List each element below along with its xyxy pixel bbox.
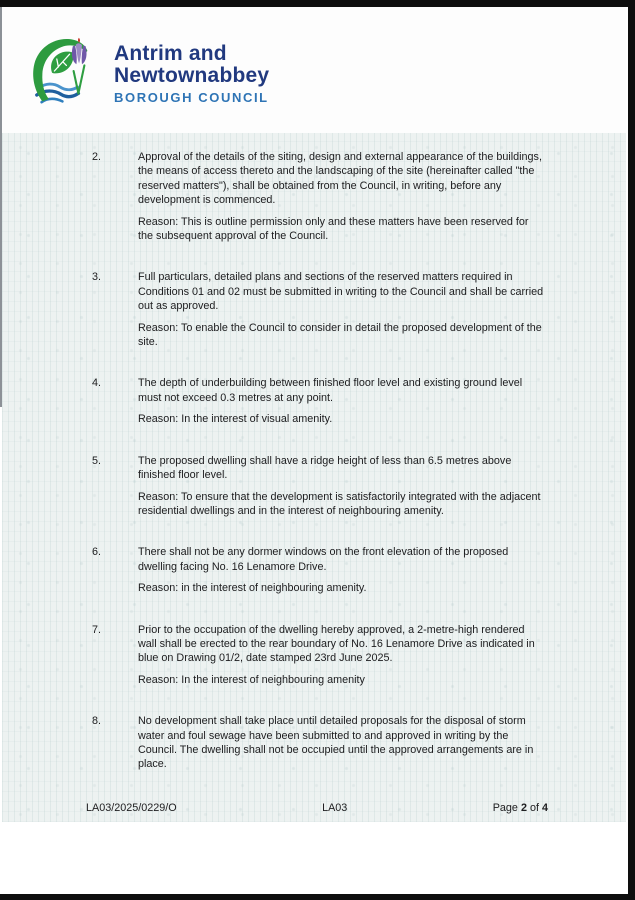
council-name-line3: BOROUGH COUNCIL xyxy=(114,90,269,105)
condition-item-4 xyxy=(92,376,626,426)
condition-reason: Reason: To enable the Council to consider in detail the proposed development of the site. xyxy=(138,321,542,349)
leaf-icon xyxy=(51,52,73,74)
page-number: 2 xyxy=(520,802,527,814)
condition-text: Prior to the occupation of the dwelling hereby approved, a 2-metre-high rendered wall shall be erected to the rear boundary of No. 16 Lenamore Drive as indicated in blue on Drawing 01/2, date stamped 23rd June 2025. xyxy=(138,623,535,665)
page-footer xyxy=(86,802,548,814)
council-logo-icon xyxy=(28,31,108,119)
council-name xyxy=(114,31,269,105)
condition-text: Full particulars, detailed plans and sections of the reserved matters required in Conditions 01 and 02 must be submitted in writing to the Council and shall be carried out as approved. xyxy=(138,271,544,313)
scan-edge-right xyxy=(628,0,635,900)
condition-reason: Reason: To ensure that the development is satisfactorily integrated with the adjacent residential dwellings and in the interest of neighbouring amenity. xyxy=(138,490,541,517)
condition-text: No development shall take place until detailed proposals for the disposal of storm water and foul sewage have been submitted to and approved in writing by the Council. The dwelling shall not be occupied until the approved arrangements are in place. xyxy=(138,715,534,771)
condition-number: 4. xyxy=(92,377,102,390)
condition-item-7 xyxy=(92,623,626,688)
condition-number: 8. xyxy=(92,715,102,728)
document-body xyxy=(2,133,626,822)
letterhead xyxy=(2,7,626,133)
condition-item-8 xyxy=(92,714,626,772)
council-code: LA03 xyxy=(322,802,348,814)
council-logo xyxy=(28,31,269,119)
condition-number: 5. xyxy=(92,454,102,467)
condition-number: 3. xyxy=(92,271,102,284)
conditions-list xyxy=(2,133,626,772)
condition-item-6 xyxy=(92,545,626,595)
scan-edge-top xyxy=(0,0,635,7)
condition-reason: Reason: In the interest of visual amenity. xyxy=(138,413,333,426)
condition-reason: Reason: This is outline permission only and these matters have been reserved for the subsequent approval of the Council. xyxy=(138,215,529,243)
condition-item-2 xyxy=(92,150,626,243)
condition-number: 7. xyxy=(92,623,102,636)
condition-item-5 xyxy=(92,454,626,519)
condition-text: Approval of the details of the siting, design and external appearance of the buildings, the means of access thereto and the landscaping of the site (hereinafter called "the reserved matters"), shall be obtained from the Council, in writing, before any development is commenced. xyxy=(138,151,542,207)
condition-text: There shall not be any dormer windows on the front elevation of the proposed dwelling facing No. 16 Lenamore Drive. xyxy=(138,546,509,573)
condition-item-3 xyxy=(92,270,626,349)
scan-edge-bottom xyxy=(0,894,635,900)
condition-text: The depth of underbuilding between finished floor level and existing ground level must not exceed 0.3 metres at any point. xyxy=(138,377,523,404)
condition-number: 2. xyxy=(92,151,102,163)
page-word: Page xyxy=(492,802,518,814)
page-total: 4 xyxy=(541,802,548,814)
condition-reason: Reason: in the interest of neighbouring amenity. xyxy=(138,582,367,595)
page-indicator xyxy=(493,802,548,814)
condition-reason: Reason: In the interest of neighbouring amenity xyxy=(138,673,365,686)
council-name-line1: Antrim and xyxy=(114,42,227,65)
council-name-line2: Newtownabbey xyxy=(114,64,270,87)
of-word: of xyxy=(529,802,539,814)
condition-text: The proposed dwelling shall have a ridge height of less than 6.5 metres above finished floor level. xyxy=(138,454,512,482)
condition-number: 6. xyxy=(92,546,102,559)
application-reference: LA03/2025/0229/O xyxy=(86,802,177,814)
